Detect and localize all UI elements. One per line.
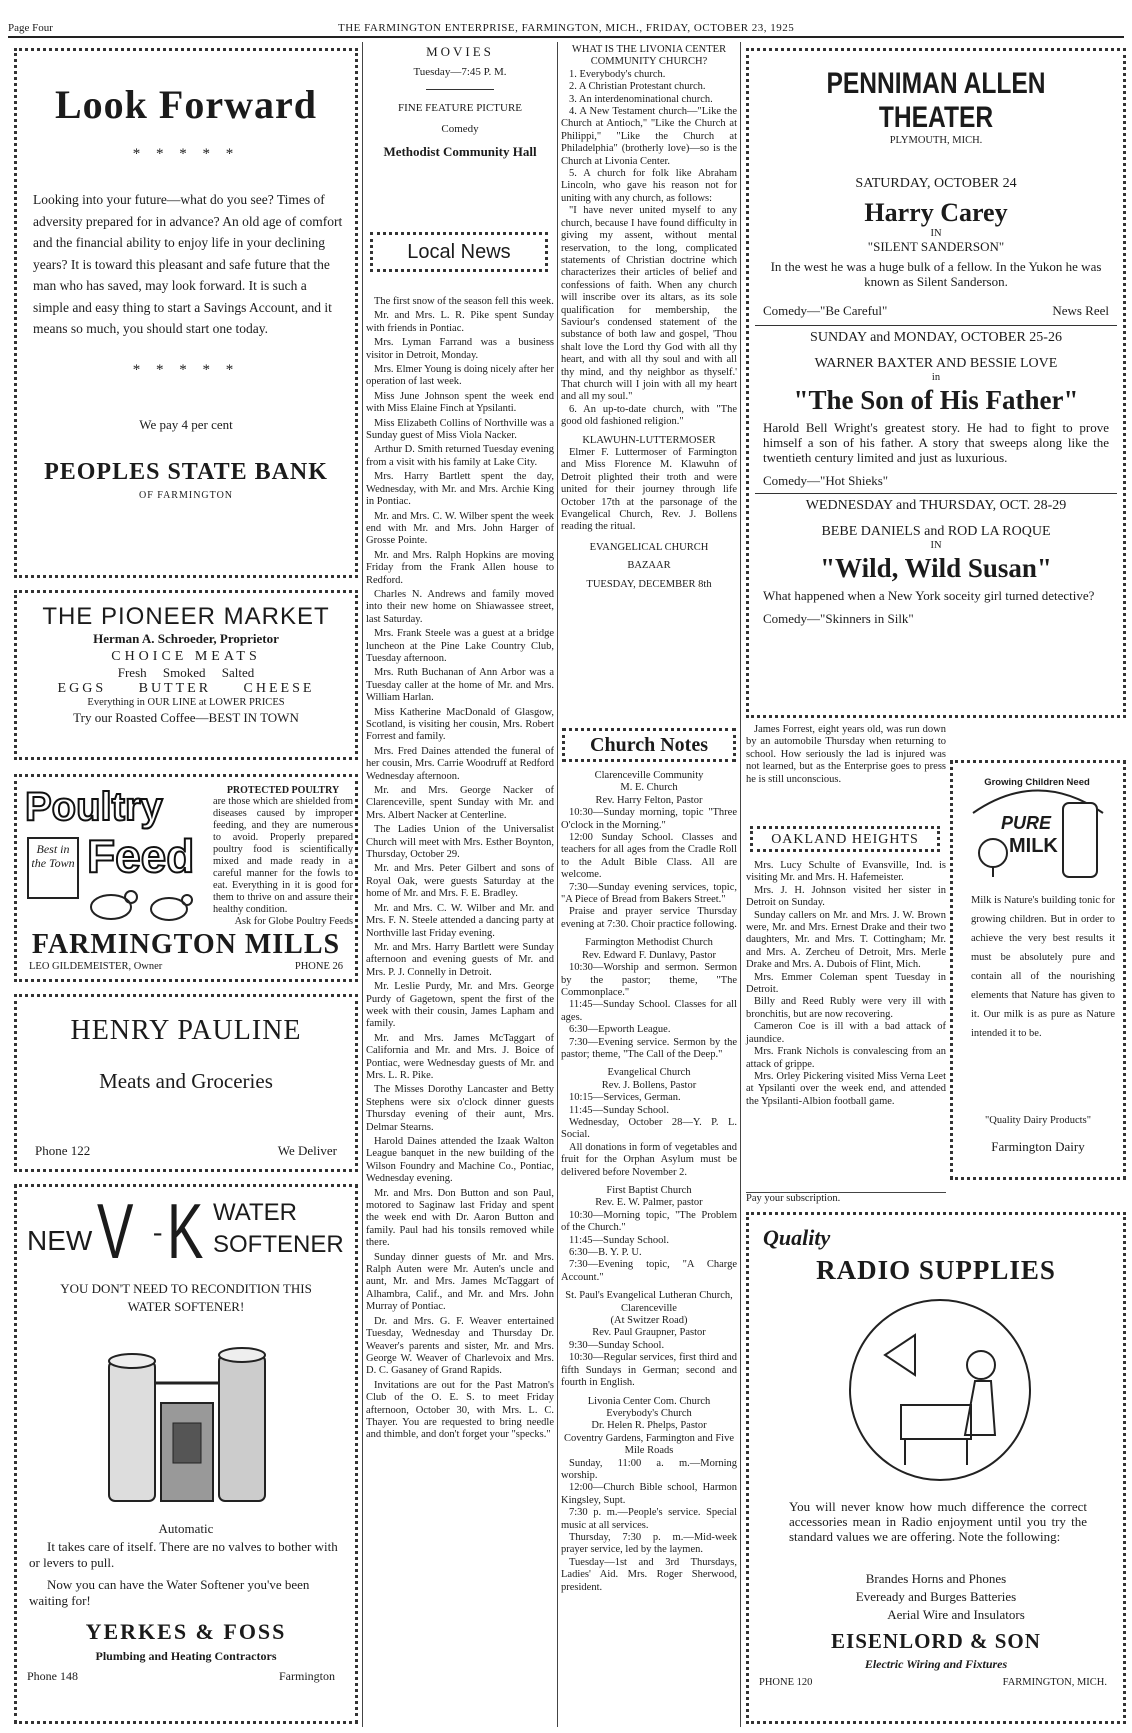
list-item: Mr. Leslie Purdy, Mr. and Mrs. George Purdy of Gagetown, spent the first of the week with their cousin, James Lapham and family.	[366, 981, 554, 1030]
quality-label: Quality	[763, 1225, 831, 1250]
list-item: Mrs. Elmer Young is doing nicely after her operation of last week.	[366, 364, 554, 388]
hens-icon	[81, 885, 201, 925]
movies-comedy: Comedy	[441, 123, 479, 135]
bazaar-label: BAZAAR	[627, 560, 671, 572]
vk-town: Farmington	[279, 1669, 335, 1683]
vk-p1: It takes care of itself. There are no valves to bother with or levers to pull.	[29, 1539, 338, 1570]
movies-title: MOVIES	[426, 44, 494, 59]
church-item: 10:15—Services, German.	[569, 1092, 681, 1104]
vk-phone: Phone 148	[27, 1669, 78, 1683]
in-1: IN	[930, 228, 942, 239]
church-notes-list	[561, 770, 737, 1594]
ad-body: Looking into your future—what do you see? Times of adversity prepared for in advance? An old age of comfort and the financial ability to enjoy life in your declining years? It is toward this pleasant and safe future that the man who has saved, may look forward. It is such a simple and easy thing to start a Savings Account, and it means so much, you should start one today.	[33, 192, 343, 336]
list-item: Mr. and Mrs. Harry Bartlett were Sunday afternoon and evening guests of Mr. and Mrs. P. J. Connelly in Detroit.	[366, 941, 554, 978]
ad-title: Look Forward	[55, 82, 317, 127]
wedding-title: KLAWUHN-LUTTERMOSER	[582, 434, 716, 446]
v-letter: V	[97, 1187, 134, 1275]
list-item: 1. Everybody's church.	[569, 68, 666, 80]
dairy-ad	[950, 760, 1126, 1180]
radio-town: FARMINGTON, MICH.	[1002, 1677, 1107, 1688]
theater-title: PENNIMAN ALLEN THEATER	[826, 67, 1046, 134]
list-item: Billy and Reed Rubly were very ill with bronchitis, but are now recovering.	[746, 996, 946, 1020]
film-3: "Wild, Wild Susan"	[820, 553, 1052, 583]
radio-phone: PHONE 120	[759, 1677, 813, 1688]
vk-headline: YOU DON'T NEED TO RECONDITION THIS	[60, 1281, 312, 1296]
list-item: Mr. and Mrs. Don Button and son Paul, motored to Saginaw last Friday and spent the week end with Dr. Aaron Button and family. Paul had his tonsils removed while there.	[366, 1187, 554, 1249]
movies-feature: FINE FEATURE PICTURE	[397, 102, 523, 114]
list-item: Mrs. Lyman Farrand was a business visitor in Detroit, Monday.	[366, 337, 554, 361]
blurb-3: What happened when a New York soceity girl turned detective?	[763, 588, 1095, 603]
poultry-title: Poultry	[25, 785, 163, 829]
list-item: Sunday callers on Mr. and Mrs. J. W. Brown were, Mr. and Mrs. Ernest Drake and their two daughters, Mr. and Mrs. T. Cottingham; Mr. and Mrs. A. Zercheu of Detroit, Mrs. Merle Drake and Mrs. A. Dubois of Flint, Mich.	[746, 909, 946, 971]
church-heading: M. E. Church	[620, 782, 678, 794]
dairy-name: Farmington Dairy	[991, 1139, 1085, 1154]
list-item: Mr. and Mrs. C. W. Wilber spent the week end with Mr. and Mrs. John Harger of Grosse Pointe.	[366, 510, 554, 547]
bank-location: OF FARMINGTON	[138, 489, 234, 501]
church-item: 10:30—Morning topic, "The Problem of the Church."	[561, 1209, 737, 1234]
list-item: Dr. and Mrs. G. F. Weaver entertained Tuesday, Wednesday and Thursday Dr. Weaver's parents and sister, Mr. and Mrs. George W. Weaver of Charlevoix and Mrs. D. C. Gasaney of Grand Rapids.	[366, 1315, 554, 1377]
church-heading: Rev. Harry Felton, Pastor	[595, 794, 703, 806]
water-softener-ad: NEW V - K WATER SOFTENER YOU DON'T NEED TO RECONDITION THIS WATER SOFTENER! Automatic It takes care of itself. There are no valves to bother with or levers to pull. Now you can have the Water Softener you've been waiting for! YERKES & FOSS Plumbing and Heating Contractors Phone 148 Farmington	[14, 1184, 358, 1724]
milk-label: MILK	[1009, 835, 1058, 857]
church-item: Sunday, 11:00 a. m.—Morning worship.	[561, 1457, 737, 1481]
radio-title: RADIO SUPPLIES	[816, 1255, 1056, 1285]
poultry-feed-ad	[14, 774, 358, 982]
church-heading: Farmington Methodist Church	[585, 937, 713, 949]
movies-hall: Methodist Community Hall	[383, 144, 537, 159]
radio-trade: Electric Wiring and Fixtures	[864, 1657, 1008, 1671]
prices-line: Everything in OUR LINE at LOWER PRICES	[87, 697, 285, 708]
meat-types: Fresh Smoked Salted	[117, 665, 255, 680]
coffee-line: Try our Roasted Coffee—BEST IN TOWN	[73, 710, 299, 725]
list-item: Invitations are out for the Past Matron's Club of the O. E. S. to meet Friday afternoon, October 30, with Mrs. L. C. Thayer. You are requested to bring needle and thimble, and don't forget your "specks."	[366, 1379, 554, 1441]
k-letter: K	[167, 1187, 204, 1275]
church-heading: Rev. Paul Graupner, Pastor	[592, 1327, 706, 1339]
feed-title: Feed	[87, 830, 195, 882]
market-title: THE PIONEER MARKET	[42, 603, 330, 630]
date-3: WEDNESDAY and THURSDAY, OCT. 28-29	[805, 498, 1067, 513]
church-item: 10:30—Worship and sermon. Sermon by the pastor; theme, "The Commonplace."	[561, 962, 737, 998]
radio-item-1: Brandes Horns and Phones	[865, 1571, 1007, 1586]
feed-bag-icon: Best in the Town	[27, 837, 79, 899]
list-item: Mr. and Mrs. C. W. Wilber and Mr. and Mrs. F. N. Steele attended a dancing party at Northville last Friday evening.	[366, 902, 554, 939]
church-item: 10:30—Regular services, first third and fifth Sundays in German; second and fourth in English.	[561, 1352, 737, 1389]
mills-phone: PHONE 26	[294, 961, 343, 972]
list-item: Harold Daines attended the Izaak Walton League banquet in the new building of the Wilson Foundry and Machine Co., Pontiac, Wednesday evening.	[366, 1136, 554, 1185]
church-item: 12:00 Sunday School. Classes and teachers for all ages from the Cradle Roll to the Adult Bible Class. All are welcome.	[561, 832, 737, 881]
church-heading: (At Switzer Road)	[610, 1315, 688, 1327]
list-item: Mrs. Ruth Buchanan of Ann Arbor was a Tuesday caller at the home of Mr. and Mrs. William Harlan.	[366, 667, 554, 704]
theater-city: PLYMOUTH, MICH.	[889, 135, 983, 146]
page-header	[8, 20, 1124, 38]
oakland-heading: OAKLAND HEIGHTS	[750, 826, 940, 852]
column-rule	[557, 42, 558, 1727]
softener-tank-icon	[103, 1333, 273, 1508]
look-forward-ad	[14, 48, 358, 578]
list-item: Sunday dinner guests of Mr. and Mrs. Ralph Auten were Mr. Auten's uncle and aunt, Mr. and Mrs. James McTaggart of Alhambra, Calif., and Mr. and Mrs. John Murray of Pontiac.	[366, 1251, 554, 1313]
church-item: 10:30—Sunday morning, topic "Three O'clock in the Morning."	[561, 807, 737, 831]
movies-notice	[366, 44, 554, 160]
church-item: 6:30—B. Y. P. U.	[569, 1247, 642, 1259]
proprietor: Herman A. Schroeder, Proprietor	[93, 631, 279, 646]
list-item: Mrs. Lucy Schulte of Evansville, Ind. is visiting Mr. and Mrs. H. Hafemeister.	[746, 860, 946, 884]
choice-meats: CHOICE MEATS	[111, 649, 261, 664]
church-item: 6:30—Epworth League.	[569, 1024, 671, 1036]
radio-listener-icon	[845, 1295, 1035, 1485]
in-2: in	[931, 372, 941, 383]
milk-quote: "Quality Dairy Products"	[985, 1115, 1091, 1126]
church-heading: First Baptist Church	[606, 1185, 692, 1196]
church-item: Wednesday, October 28—Y. P. L. Social.	[561, 1116, 737, 1141]
church-heading: Rev. J. Bollens, Pastor	[601, 1079, 697, 1091]
church-heading: St. Paul's Evangelical Lutheran Church, Clarenceville	[565, 1290, 733, 1314]
list-item: Miss June Johnson spent the week end with Miss Elaine Finch at Ypsilanti.	[366, 390, 554, 415]
livonia-title: WHAT IS THE LIVONIA CENTER COMMUNITY CHURCH?	[571, 44, 727, 68]
comedy-1: Comedy—"Be Careful"	[763, 303, 888, 318]
blurb-2: Harold Bell Wright's greatest story. He had to fight to prove himself a son of his father. A story that sweeps along like the twentieth century limited and just as luxurious.	[763, 420, 1109, 465]
church-item: 7:30—Evening topic, "A Charge Account."	[561, 1259, 737, 1283]
church-heading: Everybody's Church	[606, 1407, 692, 1419]
list-item: Mr. and Mrs. Peter Gilbert and sons of Royal Oak, were guests Saturday at the home of Mr. and Mrs. F. E. Bradley.	[366, 863, 554, 900]
list-item: Charles N. Andrews and family moved into their new home on Shiawassee street, last Saturday.	[366, 588, 554, 625]
star-2: WARNER BAXTER AND BESSIE LOVE	[814, 356, 1058, 371]
list-item: Mrs. J. H. Johnson visited her sister in Detroit on Sunday.	[746, 884, 946, 909]
list-item: Mr. and Mrs. Ralph Hopkins are moving Friday from the Frank Allen house to Redford.	[366, 549, 554, 586]
church-notes-heading: Church Notes	[562, 728, 736, 762]
church-heading: Livonia Center Com. Church	[587, 1395, 711, 1407]
store-delivery: We Deliver	[277, 1143, 337, 1158]
stars-divider: * * * * *	[132, 361, 240, 378]
livonia-list	[561, 69, 737, 429]
bazaar-church: EVANGELICAL CHURCH	[589, 541, 709, 553]
local-news-list	[366, 296, 554, 1444]
list-item: Mrs. Harry Bartlett spent the day, Wednesday, with Mr. and Mrs. Archie King in Pontiac.	[366, 471, 554, 508]
blurb-1: In the west he was a huge bulk of a fellow. In the Yukon he was known as Silent Sanderson.	[770, 259, 1102, 289]
film-2: "The Son of His Father"	[793, 385, 1079, 415]
mills-name: FARMINGTON MILLS	[31, 929, 341, 960]
bank-name: PEOPLES STATE BANK	[44, 458, 328, 485]
column-rule	[740, 42, 741, 1727]
vk-firm: YERKES & FOSS	[85, 1619, 287, 1644]
church-heading: Rev. Edward F. Dunlavy, Pastor	[582, 949, 716, 961]
water-label: WATER	[213, 1199, 297, 1226]
church-item: 11:45—Sunday School. Classes for all ages.	[561, 999, 737, 1023]
church-heading: Evangelical Church	[607, 1067, 691, 1079]
list-item: The Misses Dorothy Lancaster and Betty Stephens were six o'clock dinner guests Thursday evening of their aunt, Mrs. Delmar Stearns.	[366, 1084, 554, 1133]
radio-item-2: Eveready and Burges Batteries	[855, 1589, 1017, 1604]
interest-rate: We pay 4 per cent	[139, 416, 233, 432]
list-item: Mrs. Frank Steele was a guest at a bridge luncheon at the Pine Lake Country Club, Tuesday afternoon.	[366, 628, 554, 664]
bazaar-date: TUESDAY, DECEMBER 8th	[586, 578, 712, 590]
star-3: BEBE DANIELS and ROD LA ROQUE	[821, 524, 1051, 539]
page-number: Page Four	[8, 22, 53, 34]
church-heading: Dr. Helen R. Phelps, Pastor	[591, 1420, 707, 1432]
list-item: Mr. and Mrs. L. R. Pike spent Sunday with friends in Pontiac.	[366, 310, 554, 334]
church-item: 12:00—Church Bible school, Harmon Kingsley, Supt.	[561, 1482, 737, 1506]
livonia-article	[561, 44, 737, 591]
church-item: 7:30 p. m.—People's service. Special music at all services.	[561, 1507, 737, 1531]
list-item: The Ladies Union of the Universalist Church will meet with Mrs. Esther Boynton, Thursday, October 29.	[366, 824, 554, 861]
church-item: Tuesday—1st and 3rd Thursdays, Ladies' Aid. Mrs. Roger Sherwood, president.	[561, 1556, 737, 1593]
theater-ad	[746, 48, 1126, 718]
church-heading: Clarenceville Community	[594, 770, 704, 781]
milk-banner: Growing Children Need	[984, 777, 1090, 788]
local-news-heading: Local News	[370, 232, 548, 272]
radio-item-3: Aerial Wire and Insulators	[887, 1607, 1025, 1622]
church-item: All donations in form of vegetables and fruit for the Orphan Asylum must be delivered before November 2.	[561, 1141, 737, 1178]
church-item: Thursday, 7:30 p. m.—Mid-week prayer service, led by the laymen.	[561, 1531, 737, 1556]
date-1: SATURDAY, OCTOBER 24	[855, 176, 1017, 191]
henry-pauline-ad	[14, 994, 358, 1172]
vk-automatic: Automatic	[158, 1521, 214, 1536]
store-type: Meats and Groceries	[99, 1069, 273, 1093]
in-3: IN	[930, 540, 942, 551]
softener-label: SOFTENER	[213, 1231, 344, 1258]
wedding-body: Elmer F. Luttermoser of Farmington and Miss Florence M. Klawuhn of Detroit plighted their troth and were united for their journey through life October 17th at the parsonage of the Evangelical Church, Rev. J. Bollens reading the ritual.	[561, 447, 737, 533]
church-item: 7:30—Evening service. Sermon by the pastor; theme, "The Call of the Deep."	[561, 1036, 737, 1060]
comedy-3: Comedy—"Skinners in Silk"	[763, 611, 914, 626]
news-reel: News Reel	[1052, 303, 1109, 318]
radio-firm: EISENLORD & SON	[831, 1629, 1041, 1653]
vk-p2: Now you can have the Water Softener you've been waiting for!	[29, 1577, 310, 1608]
list-item: "I have never united myself to any church, because I have found difficulty in giving my assent, without mental reservation, to the long, complicated statements of Christian doctrine which characterizes their articles of belief and confessions of faith. When any church will inscribe over its altars, as its sole qualification for membership, the Saviour's condensed statement of the substance of both law and gospel, 'Thou shalt love the Lord thy God with all thy heart, and with all thy soul and with all thy mind, and thy neighbor as thyself.' That church will I join with all my heart and all my soul."	[561, 205, 737, 403]
pure-label: PURE	[1001, 813, 1052, 833]
list-item: The first snow of the season fell this week.	[374, 296, 554, 307]
film-1: "SILENT SANDERSON"	[867, 239, 1005, 254]
list-item: 5. A church for folk like Abraham Lincoln, who gave his reason not for uniting with any church, as follows:	[561, 168, 737, 204]
poultry-body: are those which are shielded from diseases caused by improper feeding, and they are numerous to avoid. Properly prepared poultry food is scientifically mixed and made ready in a careful manner for the fowls to eat. Everything in it is good for them to thrive on and assure their healthy condition.	[213, 796, 353, 915]
list-item: Mrs. Fred Daines attended the funeral of her cousin, Mrs. Carrie Woodruff at Redford Wednesday afternoon.	[366, 745, 554, 782]
vk-trade: Plumbing and Heating Contractors	[95, 1649, 277, 1663]
radio-ad	[746, 1212, 1126, 1724]
date-2: SUNDAY and MONDAY, OCTOBER 25-26	[810, 330, 1062, 345]
list-item: Miss Katherine MacDonald of Glasgow, Scotland, is visiting her cousin, Mrs. Robert Forrest and family.	[366, 706, 554, 743]
vk-headline2: WATER SOFTENER!	[127, 1299, 245, 1314]
church-item: 11:45—Sunday School.	[569, 1234, 669, 1246]
list-item: Mrs. Frank Nichols is convalescing from an attack of grippe.	[746, 1046, 946, 1070]
pioneer-market-ad	[14, 590, 358, 760]
list-item: 3. An interdenominational church.	[569, 93, 713, 105]
oakland-list	[746, 860, 946, 1108]
subscribe-line: Pay your subscription.	[746, 1192, 946, 1204]
milk-body: Milk is Nature's building tonic for growing children. But in order to achieve the very best results it must be absolutely pure and contain all of the nourishing elements that Nature has given to it. Our milk is as pure as Nature intended it to be.	[971, 895, 1115, 1039]
list-item: 6. An up-to-date church, with "The good old fashioned religion."	[561, 403, 737, 428]
list-item: Mr. and Mrs. George Nacker of Clarenceville, spent Sunday with Mr. and Mrs. Albert Nacker at Centerline.	[366, 785, 554, 821]
radio-body: You will never know how much difference the correct accessories mean in Radio enjoyment until you try the standard values we are offering. Note the following:	[789, 1499, 1087, 1544]
movies-time: Tuesday—7:45 P. M.	[413, 66, 507, 78]
list-item: Mrs. Orley Pickering visited Miss Verna Leet at Ypsilanti over the week end, and attended the Ypsilanti-Albion football game.	[746, 1070, 946, 1107]
church-heading: Rev. E. W. Palmer, pastor	[595, 1197, 703, 1209]
poultry-heading: PROTECTED POULTRY	[226, 785, 340, 796]
list-item: Mrs. Emmer Coleman spent Tuesday in Detroit.	[746, 971, 946, 996]
mills-owner: LEO GILDEMEISTER, Owner	[29, 961, 163, 972]
masthead: THE FARMINGTON ENTERPRISE, FARMINGTON, MICH., FRIDAY, OCTOBER 23, 1925	[338, 22, 795, 34]
store-phone: Phone 122	[35, 1143, 91, 1158]
list-item: 4. A New Testament church—"Like the Church at Antioch," "Like the Church at Philippi," "Like the Church at Philadelphia" (brotherly love)—so is the Church at Livonia Center.	[561, 106, 737, 167]
list-item: Arthur D. Smith returned Tuesday evening from a visit with his family at Lake City.	[366, 444, 554, 468]
church-heading: Coventry Gardens, Farmington and Five Mile Roads	[563, 1432, 734, 1457]
list-item: Cameron Coe is ill with a bad attack of jaundice.	[746, 1021, 946, 1045]
poultry-ask: Ask for Globe Poultry Feeds	[234, 916, 353, 927]
church-item: 7:30—Sunday evening services, topic, "A Piece of Bread from Bakers Street."	[561, 881, 737, 906]
dairy-items: EGGS BUTTER CHEESE	[57, 681, 315, 696]
church-item: Praise and prayer service Thursday evening at 7:30. Choir practice following.	[561, 906, 737, 930]
church-item: 9:30—Sunday School.	[569, 1339, 665, 1351]
church-item: 11:45—Sunday School.	[569, 1104, 669, 1116]
store-name: HENRY PAULINE	[70, 1015, 302, 1046]
new-label: NEW	[27, 1225, 93, 1256]
column-rule	[362, 42, 363, 1727]
forrest-item: James Forrest, eight years old, was run down by an automobile Thursday when returning to school. How seriously the lad is injured was not learned, but as the Enterprise goes to press he is still unconscious.	[746, 724, 946, 785]
list-item: 2. A Christian Protestant church.	[569, 81, 706, 93]
list-item: Miss Elizabeth Collins of Northville was a Sunday guest of Miss Viola Nacker.	[366, 417, 554, 442]
comedy-2: Comedy—"Hot Shieks"	[763, 473, 889, 488]
list-item: Mr. and Mrs. James McTaggart of California and Mr. and Mrs. J. Boice of Pontiac, were Wednesday guests of Mr. and Mrs. L. R. Pike.	[366, 1032, 554, 1081]
stars-divider: * * * * *	[132, 146, 240, 162]
star-1: Harry Carey	[864, 198, 1008, 227]
